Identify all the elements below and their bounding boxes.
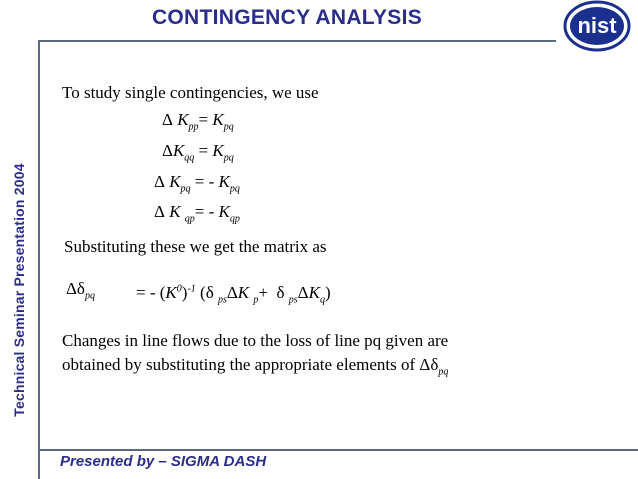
sidebar-label: Technical Seminar Presentation 2004	[11, 163, 27, 417]
equation-1: Δ $K_{pp}= K_{pq}$	[162, 110, 234, 133]
changes-line-1	[62, 331, 448, 351]
matrix-lhs: $\Delta\delta_{pq}$	[66, 279, 95, 302]
delta-pq-symbol: $\Delta\delta_{pq}$	[419, 355, 449, 378]
intro-text: To study single contingencies, we use	[62, 83, 319, 102]
equation-4: Δ K $_{qp}= - K_{qp}$	[154, 202, 240, 225]
page-title: CONTINGENCY ANALYSIS	[151, 6, 423, 29]
presenter-footer: Presented by – SIGMA DASH	[60, 453, 267, 470]
nist-logo-icon	[562, 0, 632, 52]
nist-logo-text: nist	[577, 13, 617, 38]
changes-line-1-text: Changes in line flows due to the loss of line pq given are	[62, 331, 449, 350]
matrix-rhs: = - $(K^0)^{-1}$ (δ $_{ps}$ΔK $_p$+ δ $_{ps}\Delta K_q$)	[136, 283, 331, 306]
sidebar	[0, 40, 40, 479]
equation-3: Δ $K_{pq}$ = - $K_{pq}$	[154, 172, 240, 195]
top-divider	[0, 40, 556, 42]
changes-line-2	[62, 355, 448, 377]
nist-logo	[562, 0, 632, 52]
substituting-text: Substituting these we get the matrix as	[64, 237, 327, 256]
bottom-divider	[40, 449, 638, 451]
equation-2: $\Delta K_{qq} = K_{pq}$	[162, 141, 234, 164]
changes-line-2-text: obtained by substituting the appropriate elements of	[62, 355, 416, 374]
